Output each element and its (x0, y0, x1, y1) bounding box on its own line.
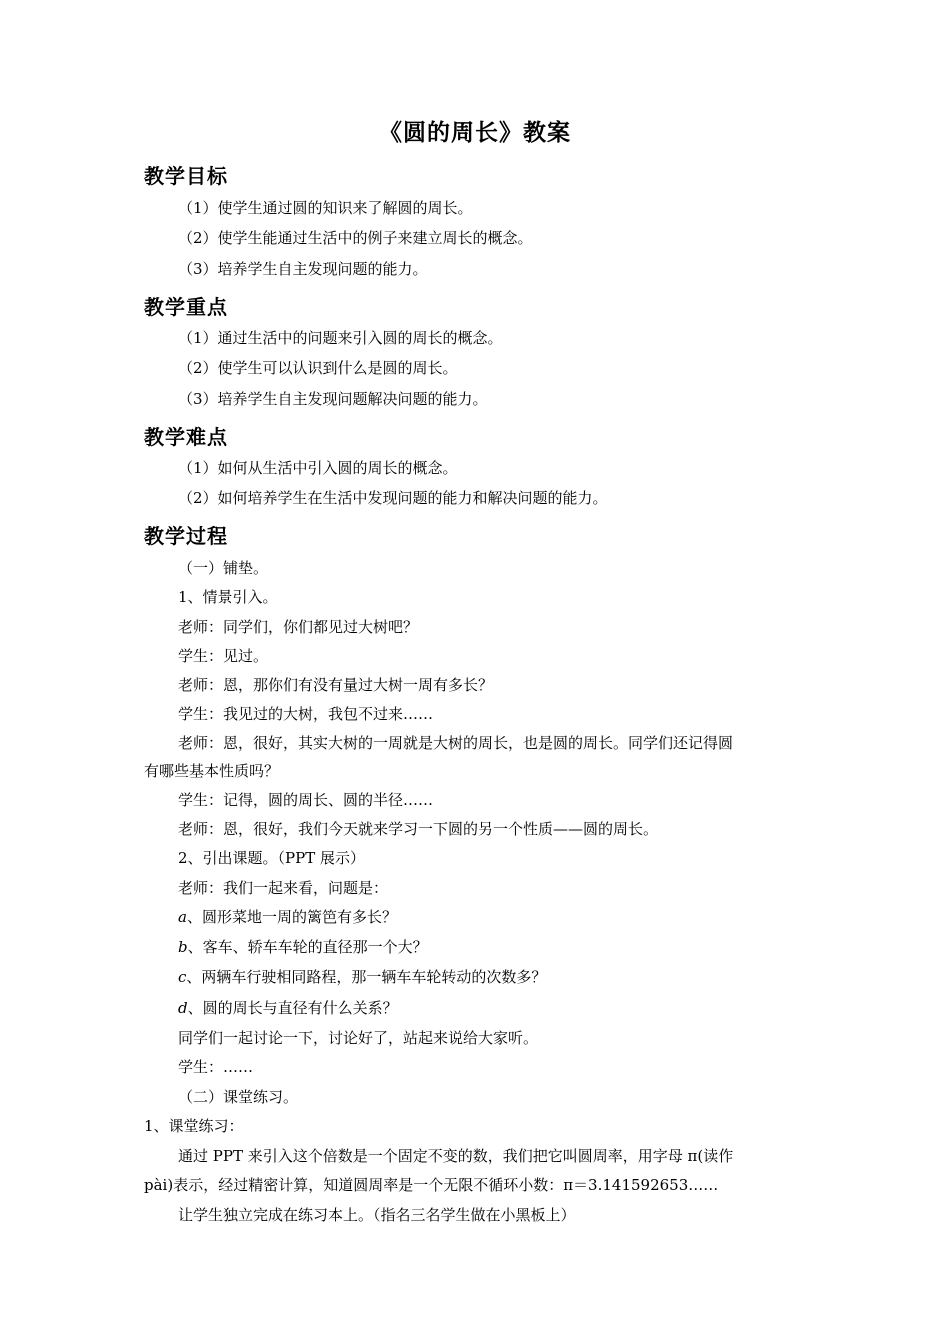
key-point-item: （2）使学生可以认识到什么是圆的周长。 (178, 359, 458, 377)
question-letter: c (178, 968, 187, 986)
process-line: 学生：记得，圆的周长、圆的半径…… (178, 791, 434, 809)
process-line: 1、情景引入。 (178, 588, 278, 606)
question-letter: d (178, 999, 188, 1017)
process-line: 老师：恩，那你们有没有量过大树一周有多长？ (178, 676, 494, 694)
heading-teaching-process: 教学过程 (144, 524, 228, 548)
process-line: （一）铺垫。 (178, 559, 269, 577)
process-line: 同学们一起讨论一下，讨论好了，站起来说给大家听。 (178, 1029, 539, 1047)
question-text: 、客车、轿车车轮的直径那一个大？ (187, 938, 428, 956)
process-line: 学生：我见过的大树，我包不过来…… (178, 705, 434, 723)
question-b (178, 938, 428, 956)
process-line: （二）课堂练习。 (178, 1088, 299, 1106)
question-letter: b (178, 938, 188, 956)
question-letter: a (178, 908, 187, 926)
goal-item: （2）使学生能通过生活中的例子来建立周长的概念。 (178, 229, 533, 247)
process-line: 老师：同学们，你们都见过大树吧？ (178, 618, 419, 636)
process-line: pài)表示，经过精密计算，知道圆周率是一个无限不循环小数：π＝3.141592653…… (144, 1176, 719, 1194)
key-point-item: （1）通过生活中的问题来引入圆的周长的概念。 (178, 329, 503, 347)
process-line: 老师：恩，很好，我们今天就来学习一下圆的另一个性质——圆的周长。 (178, 820, 659, 838)
difficulty-item: （1）如何从生活中引入圆的周长的概念。 (178, 459, 458, 477)
process-line: 学生：见过。 (178, 647, 269, 665)
process-line: 让学生独立完成在练习本上。（指名三名学生做在小黑板上） (178, 1206, 576, 1224)
heading-key-points: 教学重点 (144, 295, 228, 319)
goal-item: （3）培养学生自主发现问题的能力。 (178, 260, 428, 278)
question-d (178, 999, 398, 1017)
question-text: 、两辆车行驶相同路程，那一辆车车轮转动的次数多？ (186, 968, 547, 986)
difficulty-item: （2）如何培养学生在生活中发现问题的能力和解决问题的能力。 (178, 489, 608, 507)
process-line: 通过 PPT 来引入这个倍数是一个固定不变的数，我们把它叫圆周率，用字母 π(读作 (178, 1147, 734, 1165)
process-line: 老师：恩，很好，其实大树的一周就是大树的周长，也是圆的周长。同学们还记得圆 (178, 734, 734, 752)
question-text: 、圆的周长与直径有什么关系？ (187, 999, 398, 1017)
goal-item: （1）使学生通过圆的知识来了解圆的周长。 (178, 199, 473, 217)
heading-teaching-goals: 教学目标 (144, 164, 228, 188)
question-a (178, 908, 397, 926)
process-line: 1、课堂练习： (144, 1117, 244, 1135)
process-line: 有哪些基本性质吗？ (144, 762, 280, 780)
heading-difficulties: 教学难点 (144, 425, 228, 449)
process-line: 2、引出课题。（PPT 展示） (178, 849, 366, 867)
process-line: 学生：…… (178, 1058, 254, 1076)
key-point-item: （3）培养学生自主发现问题解决问题的能力。 (178, 390, 488, 408)
question-c (178, 968, 546, 986)
process-line: 老师：我们一起来看，问题是： (178, 879, 389, 897)
document-title: 《圆的周长》教案 (379, 120, 571, 146)
question-text: 、圆形菜地一周的篱笆有多长？ (186, 908, 397, 926)
